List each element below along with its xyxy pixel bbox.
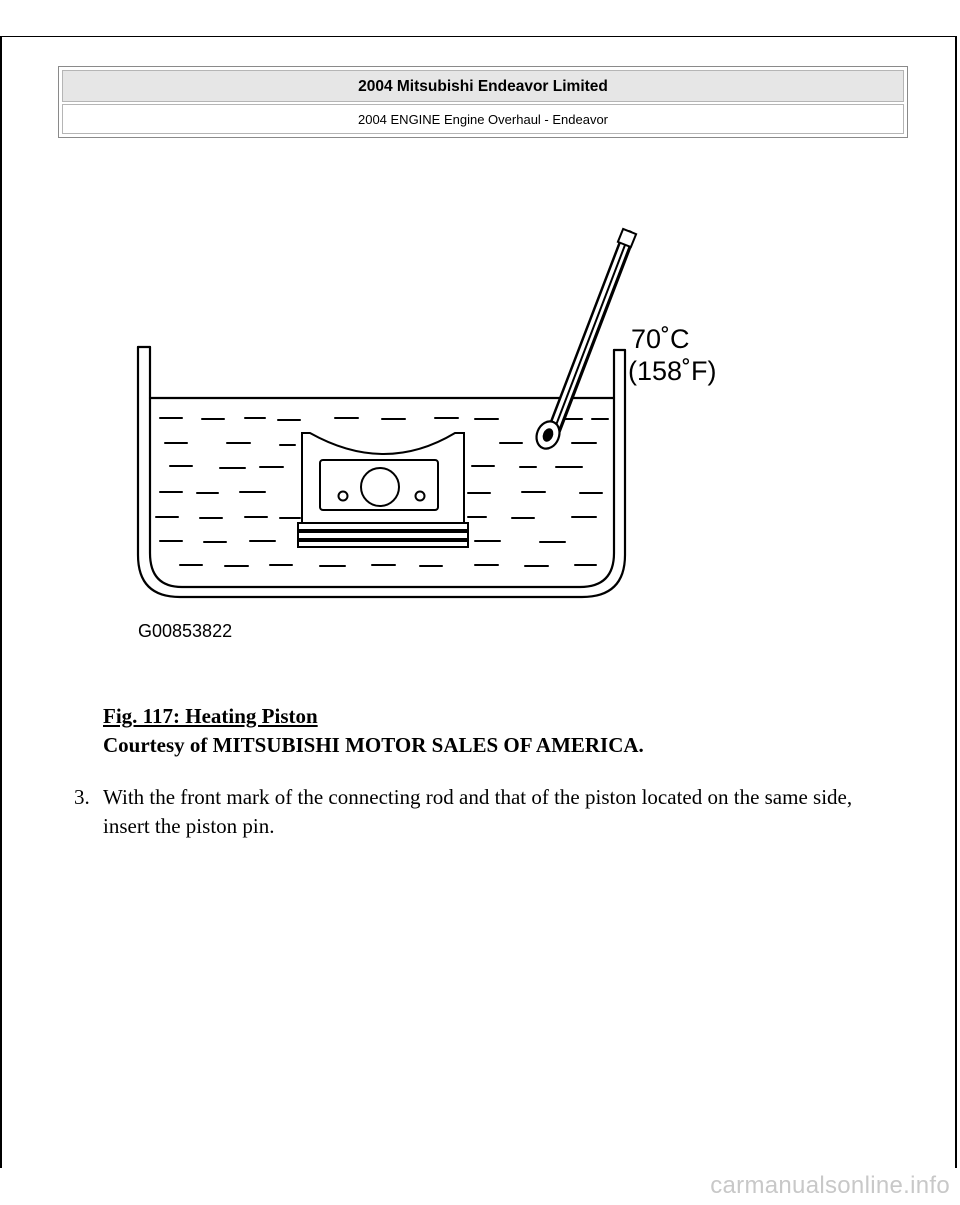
temp-fahrenheit-label: (158˚F) [628,356,717,386]
figure-courtesy: Courtesy of MITSUBISHI MOTOR SALES OF AMERICA. [103,733,644,757]
step-text: With the front mark of the connecting rod and that of the piston located on the same side, insert the piston pin. [103,785,853,838]
heating-piston-figure [120,225,760,655]
thermometer-icon [533,229,637,452]
watermark-text: carmanualsonline.info [710,1172,950,1199]
document-header [58,66,908,138]
section-title: 2004 ENGINE Engine Overhaul - Endeavor [62,104,904,134]
step-number: 3. [74,785,90,809]
temp-celsius-label: 70˚C [631,324,690,354]
figure-title: Fig. 117: Heating Piston [103,704,318,728]
figure-caption [103,702,644,760]
figure-code: G00853822 [138,621,233,641]
page-footer [0,1168,960,1205]
vehicle-title: 2004 Mitsubishi Endeavor Limited [62,70,904,102]
piston [298,433,468,547]
heating-piston-illustration [120,225,760,655]
